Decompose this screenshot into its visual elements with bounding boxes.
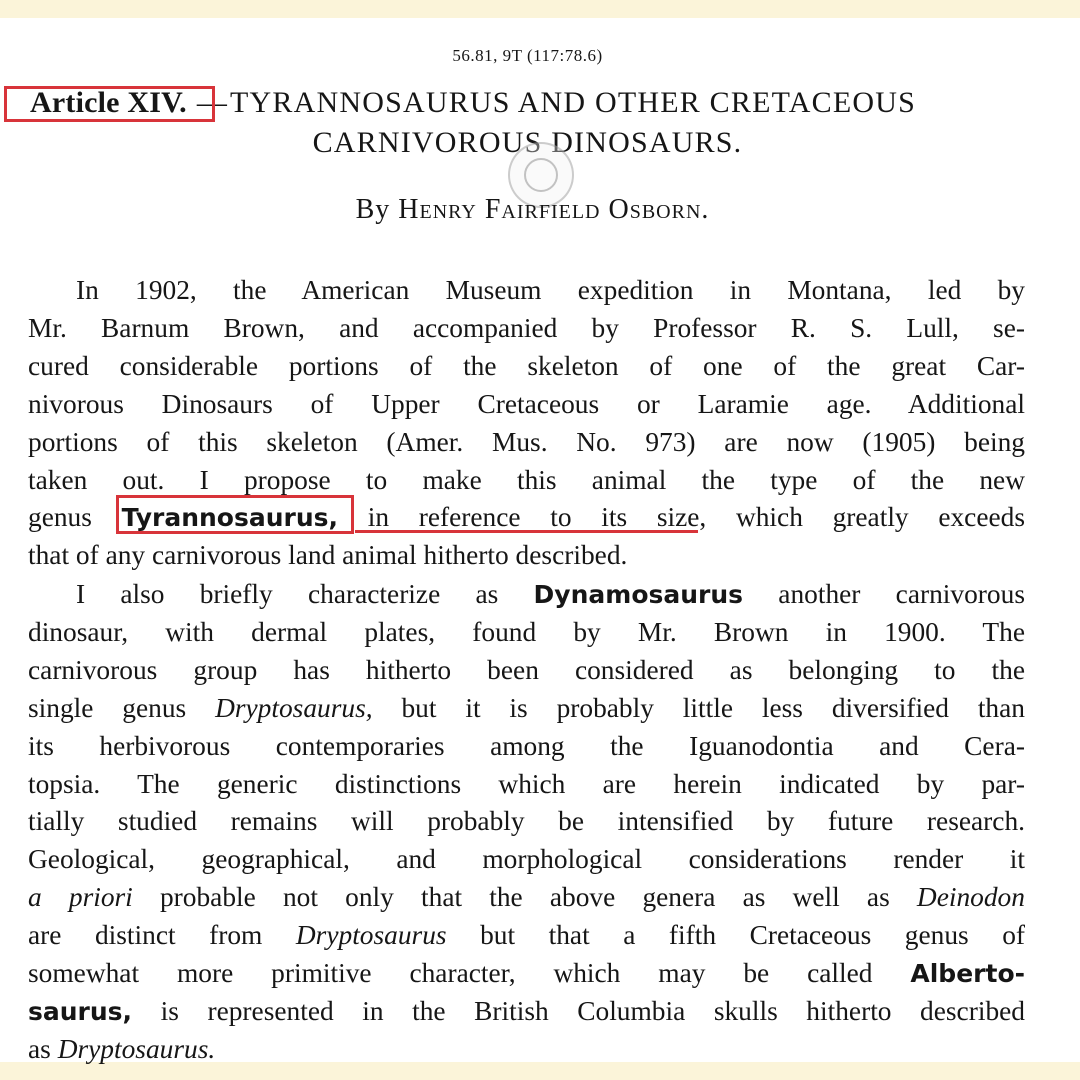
text-span: another carnivorous (778, 579, 1025, 609)
classification-number: 56.81, 9T (117:78.6) (452, 46, 603, 65)
text-line: topsia. The generic distinctions which are herein indicated by par- (28, 768, 1025, 799)
document-page (0, 18, 1080, 1062)
text-line: cured considerable portions of the skeleton of one of the great Car- (28, 350, 1025, 381)
genus-albertosaurus-cont: saurus, (28, 996, 133, 1026)
text-line: its herbivorous contemporaries among the Iguanodontia and Cera- (28, 730, 1025, 761)
text-span: are distinct from (28, 920, 263, 951)
text-line (28, 993, 1025, 1031)
text-line (28, 879, 1025, 917)
title-dash: — (196, 86, 229, 119)
text-line: taken out. I propose to make this animal the type of the new (28, 464, 1025, 495)
text-span: which greatly exceeds (735, 502, 1025, 533)
text-span: but it is probably little less diversified than (401, 692, 1025, 723)
text-span: probable not only that the above genera as well as (159, 882, 890, 913)
text-line (28, 690, 1025, 728)
text-line: Geological, geographical, and morphological considerations render it (28, 844, 1025, 875)
author-name: Henry Fairfield Osborn. (398, 194, 710, 225)
genus-dryptosaurus: Dryptosaurus (295, 920, 447, 951)
size-reference-text: in reference to its size, (367, 502, 707, 533)
text-span: I also briefly characterize as (76, 579, 499, 609)
genus-deinodon: Deinodon (916, 882, 1025, 913)
size-reference-underline (355, 530, 698, 533)
article-title-line-2: CARNIVOROUS DINOSAURS. (312, 126, 743, 159)
text-line: dinosaur, with dermal plates, found by Mr. Brown in 1900. The (28, 616, 1025, 647)
text-line: Mr. Barnum Brown, and accompanied by Professor R. S. Lull, se- (28, 312, 1025, 343)
text-span: genus (28, 502, 92, 533)
genus-dryptosaurus: Dryptosaurus, (215, 692, 373, 723)
text-line: In 1902, the American Museum expedition in Montana, led by (76, 275, 1025, 305)
text-line: tially studied remains will probably be intensified by future research. (28, 806, 1025, 837)
text-span: somewhat more primitive character, which may be called (28, 958, 873, 989)
genus-tyrannosaurus: Tyrannosaurus, (121, 503, 339, 533)
text-span: but that a fifth Cretaceous genus of (480, 920, 1026, 951)
text-span: as (28, 1033, 51, 1064)
genus-dynamosaurus: Dynamosaurus (533, 580, 744, 609)
article-label-highlight-box (4, 86, 215, 122)
text-line: that of any carnivorous land animal hitherto described. (28, 540, 628, 571)
a-priori-text: a priori (28, 882, 133, 913)
text-span: single genus (28, 692, 187, 723)
byline-prefix: By (355, 194, 391, 225)
text-line: carnivorous group has hitherto been considered as belonging to the (28, 654, 1025, 685)
genus-highlight-box (116, 495, 354, 534)
byline (0, 194, 1065, 226)
article-label: Article XIV. (30, 86, 187, 119)
genus-dryptosaurus: Dryptosaurus. (57, 1033, 216, 1064)
genus-albertosaurus: Alberto- (910, 959, 1025, 989)
text-line (28, 1031, 1025, 1069)
text-line (28, 917, 1025, 955)
text-line (28, 955, 1025, 993)
text-line: nivorous Dinosaurs of Upper Cretaceous or Laramie age. Additional (28, 388, 1025, 419)
paragraph-2 (28, 576, 1025, 1069)
text-span: is represented in the British Columbia skulls hitherto described (160, 995, 1025, 1026)
text-line (28, 576, 1025, 614)
title-text-1: TYRANNOSAURUS AND OTHER CRETACEOUS (230, 86, 916, 119)
text-line: portions of this skeleton (Amer. Mus. No. 973) are now (1905) being (28, 426, 1025, 457)
